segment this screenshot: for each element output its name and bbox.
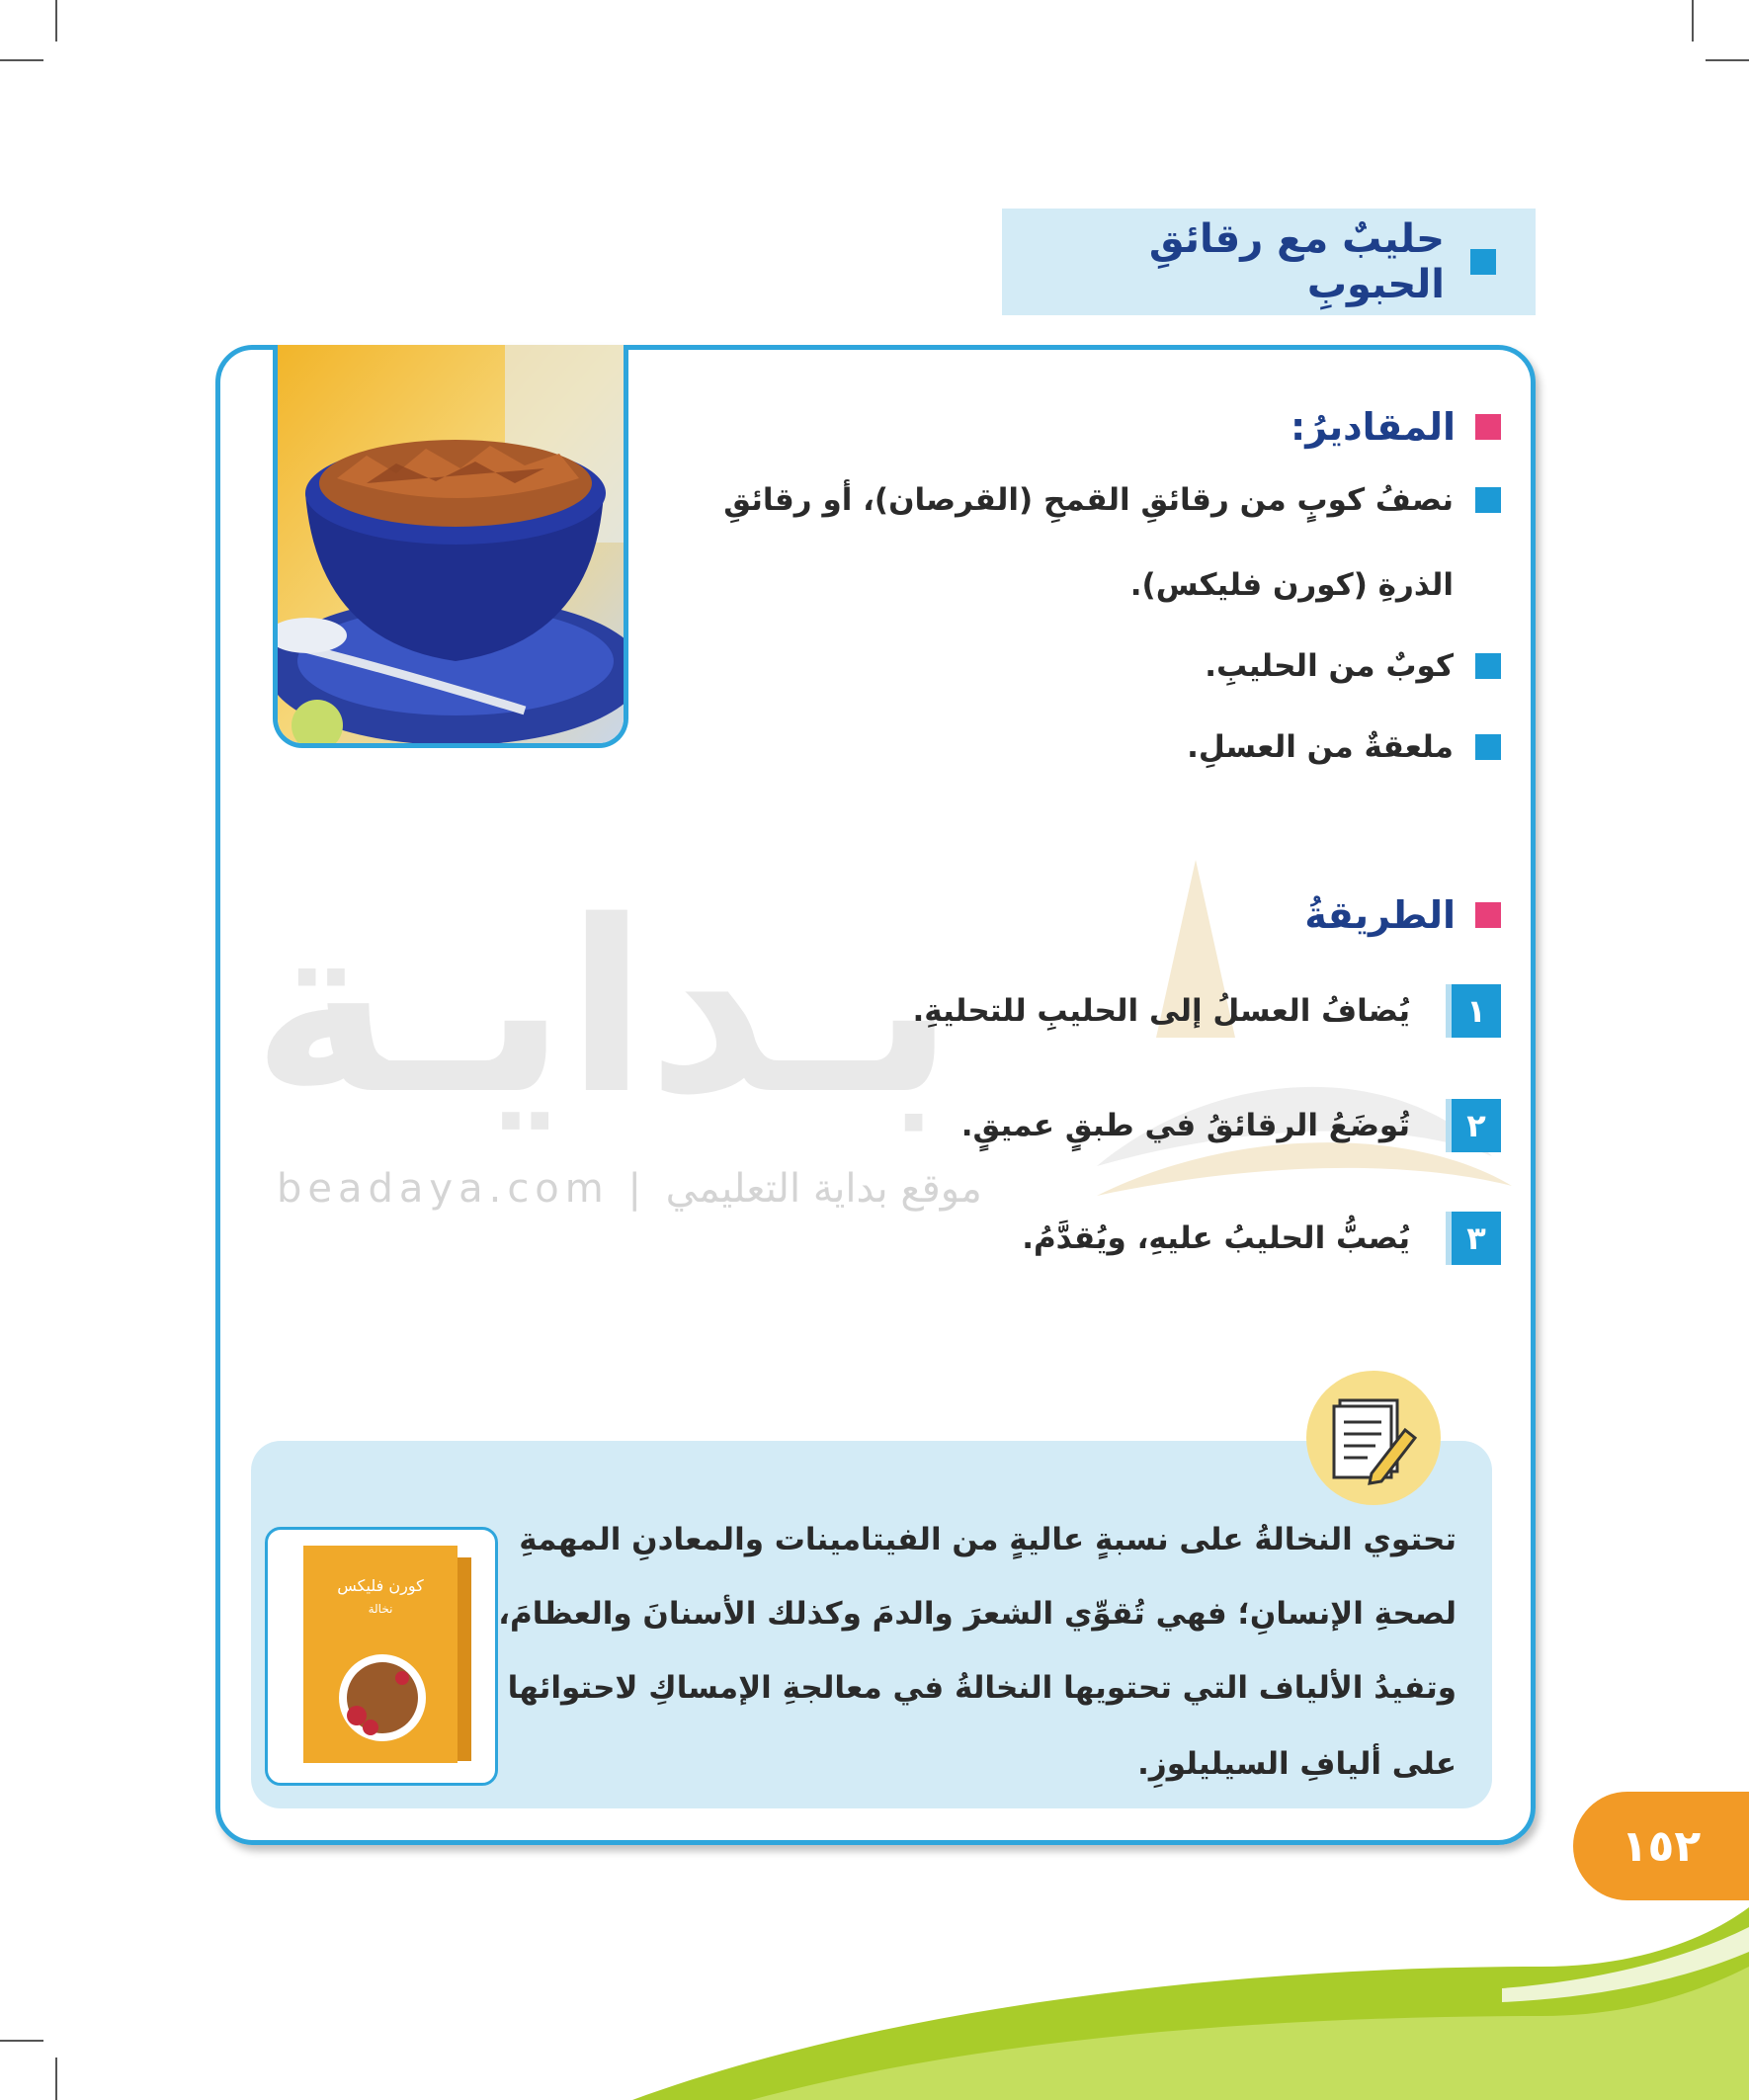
note-line: وتفيدُ الألياف التي تحتويها النخالةُ في معالجةِ الإمساكِ لاحتوائها [507,1670,1457,1706]
cereal-bowl-photo [273,345,628,748]
watermark-site: beadaya.com | موقع بداية التعليمي [277,1166,982,1212]
watermark-logo: بـدايـة [252,870,955,1146]
step-text: يُضافُ العسلُ إلى الحليبِ للتحليةِ. [912,993,1410,1029]
square-bullet-icon [1470,249,1496,275]
square-bullet-icon [1475,414,1501,440]
cereal-box-photo [265,1527,498,1786]
step-number: ٢ [1446,1099,1501,1152]
page-number-tab [1573,1792,1749,1900]
step-text: تُوضَعُ الرقائقُ في طبقٍ عميقٍ. [960,1108,1410,1143]
box-sublabel: نخالة [368,1602,393,1616]
note-line: تحتوي النخالةُ على نسبةٍ عاليةٍ من الفيتامينات والمعادنِ المهمةِ [519,1522,1457,1557]
square-bullet-icon [1475,653,1501,679]
method-step [1022,1212,1501,1265]
ingredient-item-continued: الذرةِ (كورن فليكس). [1129,567,1454,603]
step-number: ٣ [1446,1212,1501,1265]
method-heading: الطريقةُ [1304,893,1501,937]
step-text: يُصبُّ الحليبُ عليهِ، ويُقدَّمُ. [1022,1220,1410,1256]
method-step [961,1099,1501,1152]
ingredient-item: نصفُ كوبٍ من رقائقِ القمحِ (القرصان)، أو رقائقِ [723,482,1501,518]
method-step [912,984,1501,1038]
title-banner [1002,209,1536,315]
note-line: لصحةِ الإنسانِ؛ فهي تُقوِّي الشعرَ والدمَ وكذلك الأسنانَ والعظامَ، [498,1596,1457,1632]
notepad-pencil-icon [1306,1371,1441,1505]
box-label: كورن فليكس [337,1576,424,1595]
ingredients-heading: المقاديرُ: [1291,405,1501,449]
note-line: على أليافِ السيليلوزِ. [1137,1746,1457,1782]
cereal-box-illustration [268,1530,495,1783]
ingredient-item: ملعقةٌ من العسلِ. [1187,729,1501,765]
square-bullet-icon [1475,487,1501,513]
square-bullet-icon [1475,902,1501,928]
cereal-bowl-illustration [278,345,624,743]
page-title: حليبٌ مع رقائقِ الحبوبِ [1148,216,1445,307]
ingredient-item: كوبٌ من الحليبِ. [1205,648,1501,684]
square-bullet-icon [1475,734,1501,760]
page-number: ١٥٢ [1621,1820,1702,1872]
step-number: ١ [1446,984,1501,1038]
